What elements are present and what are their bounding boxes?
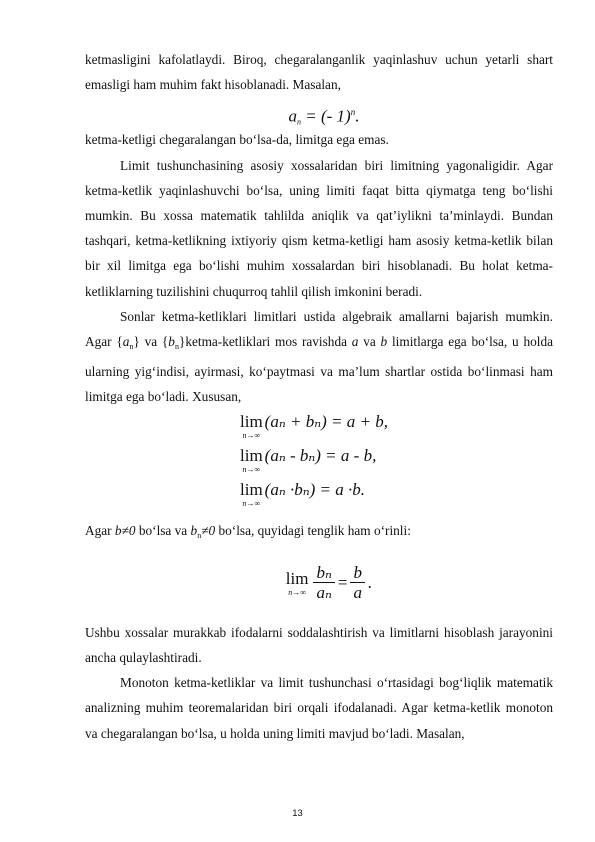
page-number: 13 (292, 808, 303, 819)
limit-quotient-formula: lim n→∞ $\frac{\text{bₙ}}{\text{aₙ}}$ = $\frac{b}{a}$ . (285, 563, 373, 603)
paragraph-monotone-sequences: Monoton ketma-ketliklar va limit tushunchasi o‘rtasidagi bog‘liqlik matematik analizning muhim teoremalaridan biri orqali ifodalanadi. Agar ketma-ketlik monoton va chegaralangan bo‘lsa, u holda uning limiti mavjud bo‘ladi. Masalan, (85, 675, 553, 741)
lim-operator: lim n→∞ (240, 411, 263, 440)
paragraph-algebraic-operations: Sonlar ketma-ketliklari limitlari ustida algebraik amallarni bajarish mumkin. Agar $\{a_n\}$ va $\{b_n\}ketma$-ketliklari mos ravishda a va b limitlarga ega bo‘lsa, u holda ularning yig‘indisi, ayirmasi, ko‘paytmasi va ma’lum shartlar ostida bo‘linmasi ham limitga ega bo‘ladi. Xususan, (85, 308, 553, 405)
lim-operator: lim n→∞ (240, 479, 263, 508)
lim-operator: lim n→∞ (240, 445, 263, 474)
document-page (85, 47, 553, 746)
paragraph-quotient-condition: Agar b≠0 bo‘lsa va $b_n\ne 0$ bo‘lsa, quyidagi tenglik ham o‘rinli: (85, 522, 411, 540)
limit-difference-formula: lim n→∞ (aₙ - bₙ) = a - b, (240, 445, 377, 474)
fraction-bn-an: $\frac{\text{bₙ}}{\text{aₙ}}$ (313, 563, 334, 602)
lim-operator: lim n→∞ (285, 568, 309, 597)
paragraph-simplification: Ushbu xossalar murakkab ifodalarni soddalashtirish va limitlarni hisoblash jarayonini ancha qulaylashtiradi. (85, 624, 553, 666)
fraction-b-a: $\frac{b}{a}$ (350, 563, 365, 602)
limit-product-formula: lim n→∞ (aₙ ·bₙ) = a ·b. (240, 479, 365, 508)
paragraph-intro: ketmasligini kafolatlaydi. Biroq, chegaralanganlik yaqinlashuv uchun yetarli shart emasligi ham muhim fakt hisoblanadi. Masalan, (85, 52, 553, 93)
formula-alternating-sequence: $a_n$ = (- 1)$^n$. (288, 107, 360, 128)
limit-rules (240, 412, 553, 514)
limit-sum-formula: lim n→∞ (aₙ + bₙ) = a + b, (240, 411, 388, 440)
paragraph-bounded-not-convergent: ketma-ketligi chegaralangan bo‘lsa-da, limitga ega emas. (85, 132, 389, 148)
paragraph-limit-uniqueness: Limit tushunchasining asosiy xossalaridan biri limitning yagonaligidir. Agar ketma-ketlik yaqinlashuvchi bo‘lsa, uning limiti faqat bitta qiymatga teng bo‘lishi mumkin. Bu xossa matematik tahlilda aniqlik va qat’iylikni ta’minlaydi. Bundan tashqari, ketma-ketlikning ixtiyoriy qism ketma-ketligi ham asosiy ketma-ketlik bilan bir xil limitga ega bo‘lishi muhim xossalardan biri hisoblanadi. Bu holat ketma-ketliklarning tuzilishini chuqurroq tahlil qilish imkonini beradi. (85, 157, 553, 299)
